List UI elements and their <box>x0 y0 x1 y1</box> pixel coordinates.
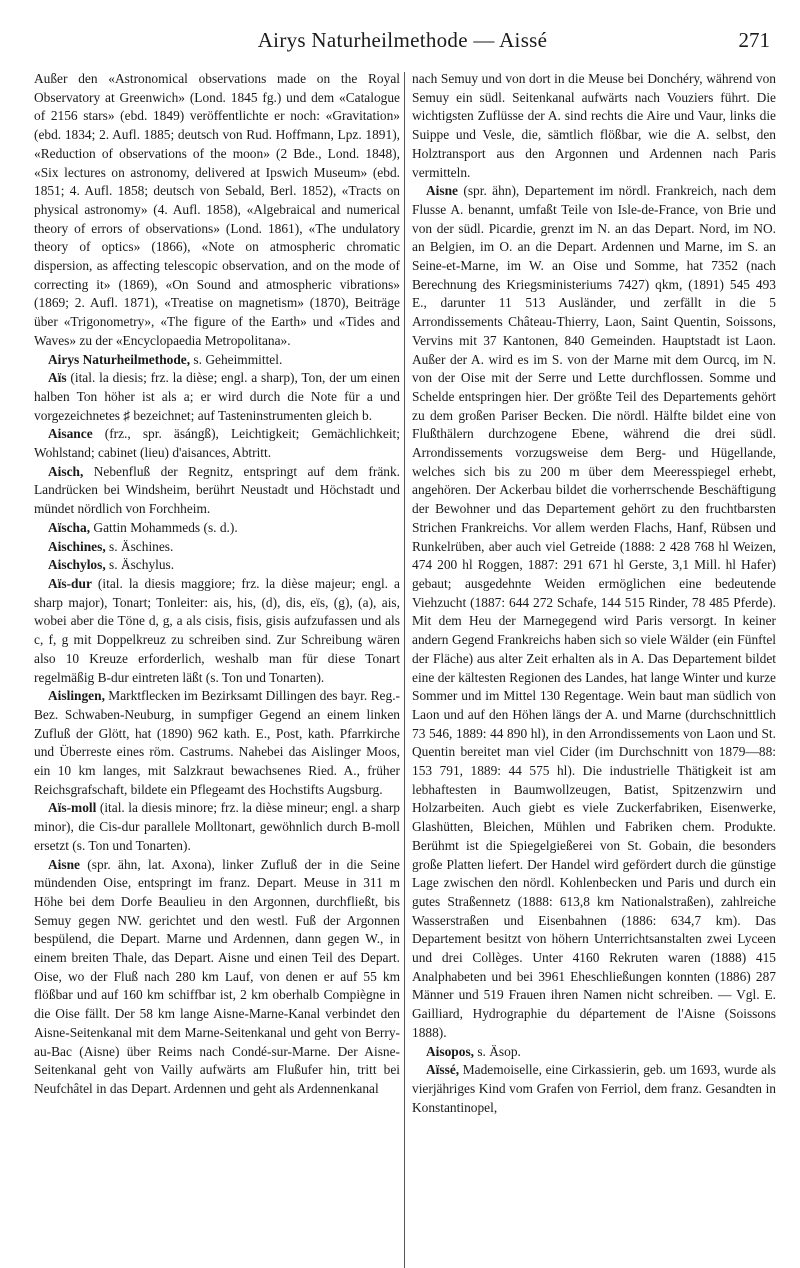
entry-text: (spr. ähn), Departement im nördl. Frankreich, nach dem Flusse A. benannt, umfaßt Teile von Isle-de-France, von Brie und von der südl. Picardie, grenzt im N. an das Depart. Nord, im NO. an Belgien, im O. an die Depart. Ardennen und Marne, im S. an Seine-et-Marne, im W. an Oise und Somme, hat 7352 (nach Berechnung des Kriegsministeriums 7427) qkm, (1891) 545 493 E., darunter 11 513 Ausländer, und zerfällt in die 5 Arrondissements Château-Thierry, Laon, Saint Quentin, Soissons, Vervins mit 37 Kantonen, 840 Gemeinden. Hauptstadt ist Laon. Außer der A. wird es im S. von der Marne mit dem Ourcq, im N. von der Oise mit der Serre und Lette durchflossen. Somme und Schelde entspringen hier. Der größte Teil des Departements gehört zu dem großen Pariser Becken. Die nördl. Hälfte bildet eine von Flußthälern durchzogene Ebene, während die drei südl. Arrondissements vorzugsweise dem Berg- und Hügellande, welches sich bis zu 200 m über dem Meeresspiegel erhebt, angehören. Der Ackerbau bildet die vorherrschende Beschäftigung der Bewohner und das Departement gehört zu den fruchtbarsten Strichen Frankreichs. Vor allem werden Flachs, Hanf, Rübsen und Runkelrüben, aber auch viel Getreide (1888: 2 428 768 hl Weizen, 474 200 hl Roggen, 1887: 291 671 hl Gerste, 3,1 Mill. hl Hafer) gebaut; ausgedehnte Weiden ermöglichen eine bedeutende Viehzucht (1887: 644 272 Schafe, 144 515 Rinder, 78 485 Pferde). Mit dem Heu der Marnegegend wird Paris versorgt. In keiner andern Gegend Frankreichs haben sich so viele Wälder (ein Fünftel der Fläche) aus alter Zeit erhalten als in A. Das Departement bildet eine der kältesten Regionen des Landes, hat lange Winter und kurze Sommer und im Mittel 130 Regentage. Wein baut man südlich von Laon und auf den Höhen längs der A. und Marne (durchschnittlich 73 546, 1889: 44 890 hl), in den Arrondissements von Laon und St. Quentin bereitet man viel Cider (im Durchschnitt von 1879—88: 153 791, 1889: 44 575 hl). Die industrielle Thätigkeit ist am lebhaftesten in Baumwollzeugen, Batist, Spitzenzwirn und Holzarbeiten. Auch giebt es viele Zuckerfabriken, Eisenwerke, Glashütten, Bleichen, Mühlen und Fabriken chem. Produkte. Berühmt ist die Spiegelgießerei von St. Gobain, die besonders große Platten liefert. Der Handel wird gefördert durch die günstige Lage zwischen den nördl. Kohlenbecken und Paris und durch ein gutes Straßennetz (1888: 613,8 km Nationalstraßen), zahlreiche Wasserstraßen und Eisenbahnen (1886: 634,7 km). Das Departement besitzt von höhern Unterrichtsanstalten zwei Lyceen und drei Collèges. Unter 4160 Rekruten waren (1888) 415 Analphabeten und bei 3961 Eheschließungen konnten (1886) 287 Männer und 519 Frauen ihren Namen nicht schreiben. — Vgl. E. Gailliard, Hydrographie du département de l'Aisne (Soissons 1888). <box>412 183 776 1040</box>
headword: Aisne <box>48 856 80 872</box>
entry-text: (ital. la diesis minore; frz. la dièse mineur; engl. a sharp minor), die Cis-dur parallele Molltonart, gewöhnlich durch B-moll ersetzt (s. Ton und Tonarten). <box>34 800 400 853</box>
entry <box>34 556 400 575</box>
headword: Aïssé, <box>426 1062 460 1078</box>
entry <box>34 351 400 370</box>
headword: Aisch, <box>48 463 84 479</box>
entry-text: Mademoiselle, eine Cirkassierin, geb. um 1693, wurde als vierjähriges Kind vom Grafen von Ferriol, dem franz. Gesandten in Konstantinopel, <box>412 1062 776 1115</box>
entry <box>34 425 400 462</box>
left-column <box>34 70 400 1099</box>
entry <box>34 856 400 1099</box>
entry-text: s. Äschylus. <box>105 557 175 573</box>
entry <box>34 575 400 687</box>
headword: Aisne <box>426 183 458 199</box>
entry-text: nach Semuy und von dort in die Meuse bei Donchéry, während von Semuy ein südl. Seitenkanal aufwärts nach Vouziers führt. Die wichtigsten Zuflüsse der A. sind rechts die Aire und Vaur, links die Suippe und Vesle, die, sämtlich flößbar, wie die A. selbst, den Holztransport aus den Argonnen und Ardennen nach Paris vermitteln. <box>412 71 776 180</box>
column-divider <box>404 72 405 1268</box>
headword: Aïs <box>48 370 67 386</box>
entry-text: Marktflecken im Bezirksamt Dillingen des bayr. Reg.-Bez. Schwaben-Neuburg, in sumpfiger Gegend an einem linken Zufluß der Glött, hat (1890) 962 kath. E., Post, kath. Pfarrkirche und Überreste eines röm. Castrums. Nahebei das Aislinger Moos, ein 10 km langes, mit Salzkraut bewachsenes Ried. A., früher Reichsgrafschaft, bildete ein Pflegeamt des Hochstifts Augsburg. <box>34 688 400 797</box>
entry-text: Außer den «Astronomical observations made on the Royal Observatory at Greenwich» (Lond. 1845 fg.) und dem «Catalogue of 2156 stars» (ebd. 1849) veröffentlichte er noch: «Gravitation» (ebd. 1834; 2. Aufl. 1885; deutsch von Rud. Hoffmann, Lpz. 1891), «Reduction of observations of the moon» (2 Bde., Lond. 1848), «Six lectures on astronomy, delivered at Ipswich Museum» (ebd. 1851; 4. Aufl. 1858; deutsch von Sebald, Berl. 1852), «Tracts on physical astronomy» (4. Aufl. 1858), «Algebraical and numerical theory of errors of observations» (Lond. 1861), «The undulatory theory of optics» (1866), «Note on atmospheric chromatic dispersion, as affecting telescopic observation, and on the mode of correcting it» (1869), «On Sound and atmospheric vibrations» (1869; 2. Aufl. 1871), «Treatise on magnetism» (1870), Beiträge über «Trigonometry», «The figure of the Earth» und «Tides and Waves» zu der «Encyclopaedia Metropolitana». <box>34 71 400 348</box>
running-title: Airys Naturheilmethode — Aissé <box>257 28 548 52</box>
entry <box>412 182 776 1042</box>
entry <box>34 799 400 855</box>
page-number: 271 <box>738 28 770 52</box>
headword: Aischines, <box>48 538 106 554</box>
entry <box>34 369 400 425</box>
headword: Aïs-moll <box>48 800 97 816</box>
entry-text: (spr. ähn, lat. Axona), linker Zufluß der in die Seine mündenden Oise, entspringt im franz. Depart. Meuse in 311 m Höhe bei dem Dorfe Beaulieu in den Argonnen, durchfließt, bis Semuy gegen NW. gerichtet und den westl. Fuß der Argonnen bespülend, die Depart. Marne und Ardennen, dann gegen W., in einem breiten Thale, das Depart. Aisne und einen Teil des Depart. Oise, wo der Fluß nach 280 km Lauf, von denen er auf 55 km flößbar und auf 160 km schiffbar ist, 2 km oberhalb Compiègne in die Oise fällt. Der 58 km lange Aisne-Marne-Kanal verbindet den Aisne-Seitenkanal mit dem Marne-Seitenkanal und geht von Berry-au-Bac (Aisne) über Reims nach Condé-sur-Marne. Der Aisne-Seitenkanal geht von Vailly aufwärts am Flußufer hin, tritt bei Neufchâtel in das Depart. Ardennen und geht als Ardennenkanal <box>34 856 400 1096</box>
entry <box>34 538 400 557</box>
entry-text: (ital. la diesis; frz. la dièse; engl. a sharp), Ton, der um einen halben Ton höher ist als a; er wird durch die Note für a und vorgezeichnetes ♯ bezeichnet; auf Tasteninstrumenten gleich b. <box>34 370 400 423</box>
headword: Aislingen, <box>48 688 105 704</box>
headword: Aïscha, <box>48 519 91 535</box>
entry-text: s. Äschines. <box>105 538 174 554</box>
entry-text: Gattin Mohammeds (s. d.). <box>90 519 238 535</box>
entry-text: (ital. la diesis maggiore; frz. la dièse majeur; engl. a sharp major), Tonart; Tonleiter: ais, his, (d), dis, eïs, (g), (a), ais, wobei aber die Töne d, g, a als cisis, fisis, gisis aufzufassen und als c, f, g mit Doppelkreuz zu schreiben sind. Zur Schreibung wären also 10 Kreuze erforderlich, weshalb man für diese Tonart regelmäßig B-dur eintreten läßt (s. Ton und Tonarten). <box>34 575 400 685</box>
headword: Aïs-dur <box>48 575 92 591</box>
entry <box>34 687 400 799</box>
entry-text: s. Geheimmittel. <box>190 351 283 367</box>
entry <box>412 1043 776 1062</box>
headword: Aisopos, <box>426 1043 474 1059</box>
right-column <box>412 70 776 1117</box>
entry <box>34 519 400 538</box>
entry <box>412 1061 776 1117</box>
entry-text: s. Äsop. <box>474 1043 521 1059</box>
entry-continuation <box>34 70 400 351</box>
headword: Aischylos, <box>48 557 106 573</box>
headword: Airys Naturheilmethode, <box>48 351 191 367</box>
entry <box>34 463 400 519</box>
entry-text: (frz., spr. äsángß), Leichtigkeit; Gemächlichkeit; Wohlstand; cabinet (lieu) d'aisances, Abtritt. <box>34 426 400 461</box>
headword: Aisance <box>48 426 93 442</box>
entry-text: Nebenfluß der Regnitz, entspringt auf dem fränk. Landrücken bei Windsheim, berührt Neustadt und Höchstadt und mündet nördlich von Forchheim. <box>34 463 400 517</box>
entry-continuation <box>412 70 776 182</box>
page-header <box>35 28 770 62</box>
